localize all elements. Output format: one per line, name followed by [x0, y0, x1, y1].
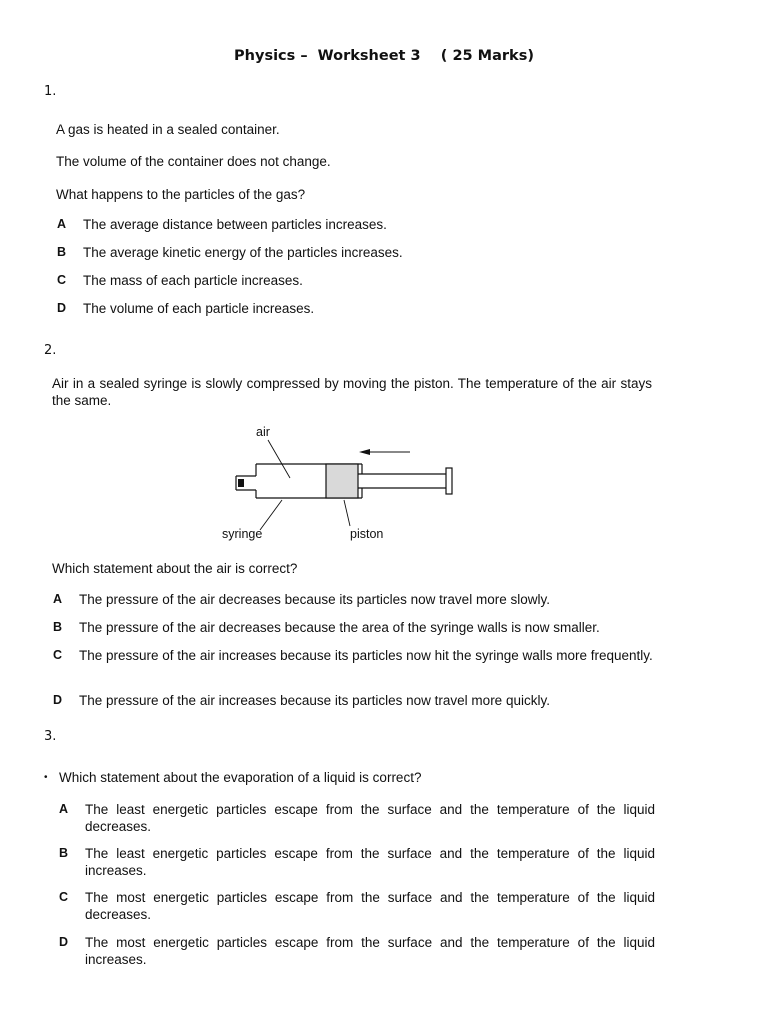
question-2-stem: Air in a sealed syringe is slowly compressed by moving the piston. The temperature of the air stays the same. — [52, 376, 652, 408]
option-letter: A — [57, 217, 67, 231]
option-text: The least energetic particles escape from the surface and the temperature of the liquid increases. — [85, 846, 655, 878]
push-arrow-icon — [359, 449, 370, 455]
option-text: The average kinetic energy of the particles increases. — [83, 245, 403, 260]
option-letter: C — [53, 648, 63, 662]
option-text: The mass of each particle increases. — [83, 273, 303, 288]
label-air: air — [256, 425, 270, 439]
option-letter: A — [53, 592, 63, 606]
option-letter: C — [59, 890, 69, 904]
option-letter: B — [53, 620, 63, 634]
option-text: The pressure of the air decreases because the area of the syringe walls is now smaller. — [79, 620, 600, 635]
option-text: The pressure of the air increases because its particles now hit the syringe walls more frequently. — [79, 648, 653, 663]
option-text: The volume of each particle increases. — [83, 301, 315, 316]
question-2-question: Which statement about the air is correct? — [52, 561, 298, 576]
option-text: The average distance between particles increases. — [83, 217, 387, 232]
option-text: The pressure of the air decreases because its particles now travel more slowly. — [79, 592, 550, 607]
question-3-stem: Which statement about the evaporation of a liquid is correct? — [59, 770, 422, 785]
option-letter: C — [57, 273, 67, 287]
syringe-diagram — [220, 418, 470, 548]
option-text: The most energetic particles escape from the surface and the temperature of the liquid increases. — [85, 935, 655, 967]
option-text: The most energetic particles escape from the surface and the temperature of the liquid decreases. — [85, 890, 655, 922]
option-text: The least energetic particles escape from the surface and the temperature of the liquid decreases. — [85, 802, 655, 834]
option-letter: D — [53, 693, 63, 707]
label-piston: piston — [350, 527, 384, 541]
question-1-stem-line-2: The volume of the container does not change. — [56, 154, 331, 169]
question-1-stem-line-3: What happens to the particles of the gas? — [56, 187, 306, 202]
question-1-number: 1. — [44, 84, 57, 99]
question-3-number: 3. — [44, 729, 57, 744]
option-letter: D — [57, 301, 67, 315]
option-letter: D — [59, 935, 69, 949]
option-letter: A — [59, 802, 69, 816]
question-1-stem-line-1: A gas is heated in a sealed container. — [56, 122, 280, 137]
worksheet-title: Physics – Worksheet 3 ( 25 Marks) — [234, 48, 534, 64]
question-2-number: 2. — [44, 343, 57, 358]
stray-dot: • — [44, 772, 48, 783]
option-text: The pressure of the air increases because its particles now travel more quickly. — [79, 693, 550, 708]
piston-shape — [326, 464, 358, 498]
option-letter: B — [59, 846, 69, 860]
label-syringe: syringe — [222, 527, 263, 541]
option-letter: B — [57, 245, 67, 259]
